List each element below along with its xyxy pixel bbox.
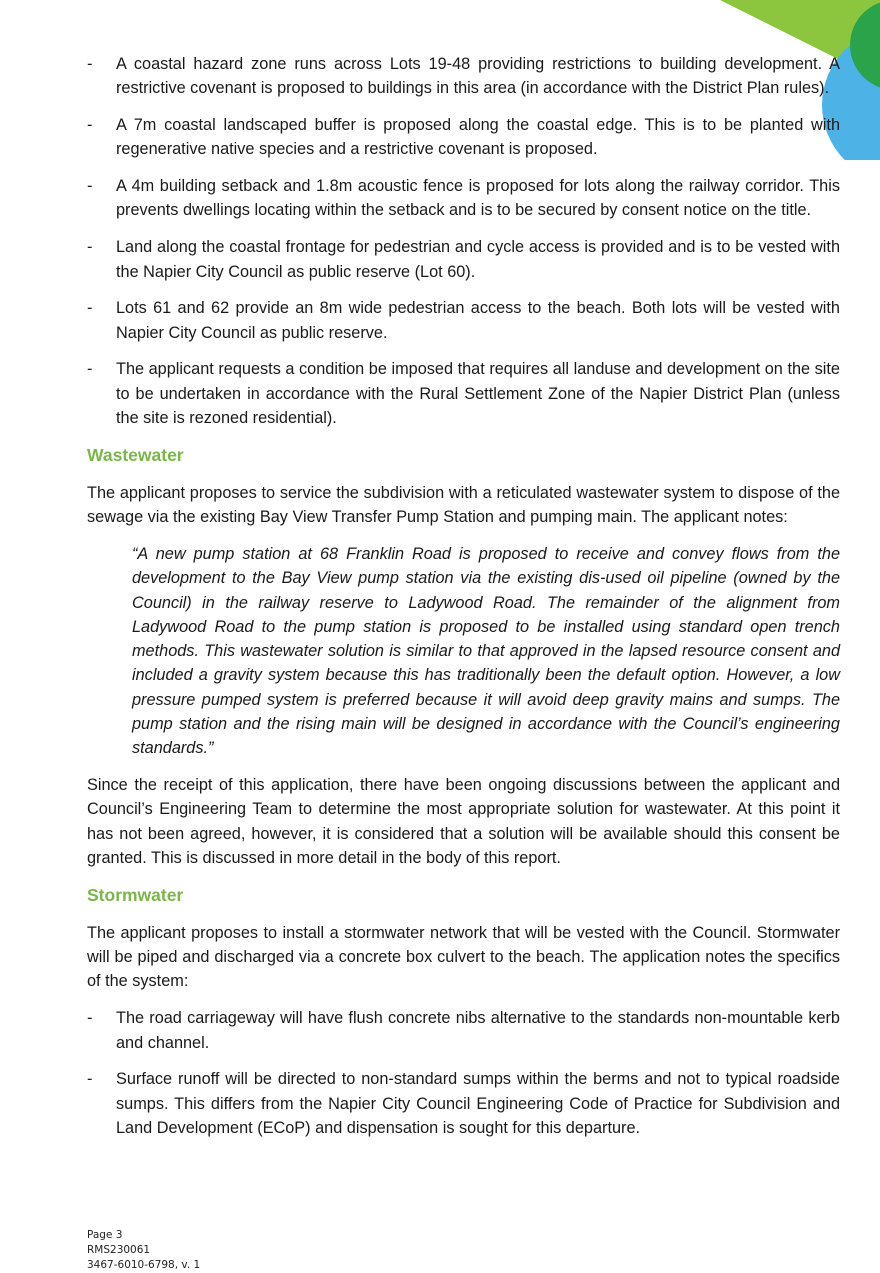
bullet-text: Surface runoff will be directed to non-standard sumps within the berms and not to typical roadside sumps. This differs from the Napier City Council Engineering Code of Practice for Subdivision and Land Development (ECoP) and dispensation is sought for this departure. bbox=[116, 1070, 840, 1137]
bullet-text: The road carriageway will have flush concrete nibs alternative to the standards non-mountable kerb and channel. bbox=[116, 1009, 840, 1052]
dash-marker: - bbox=[87, 299, 93, 318]
document-id: 3467-6010-6798, v. 1 bbox=[87, 1259, 201, 1271]
page-number: Page 3 bbox=[87, 1229, 123, 1241]
dash-marker: - bbox=[87, 116, 93, 135]
page-footer bbox=[87, 1228, 200, 1273]
list-item bbox=[87, 357, 840, 430]
document-page bbox=[87, 52, 840, 1153]
wastewater-heading: Wastewater bbox=[87, 444, 184, 465]
list-item bbox=[87, 1006, 840, 1055]
stormwater-heading: Stormwater bbox=[87, 884, 184, 905]
bullet-text: A 4m building setback and 1.8m acoustic fence is proposed for lots along the railway corridor. This prevents dwellings locating within the setback and is to be secured by consent notice on the title. bbox=[116, 177, 840, 220]
dash-marker: - bbox=[87, 1070, 93, 1089]
list-item bbox=[87, 174, 840, 223]
list-item bbox=[87, 296, 840, 345]
dash-marker: - bbox=[87, 55, 93, 73]
bullet-text: Lots 61 and 62 provide an 8m wide pedestrian access to the beach. Both lots will be vested with Napier City Council as public reserve. bbox=[116, 299, 840, 342]
dash-marker: - bbox=[87, 360, 93, 379]
stormwater-intro: The applicant proposes to install a stormwater network that will be vested with the Council. Stormwater will be piped and discharged via a concrete box culvert to the beach. The application notes the specifics of the system: bbox=[87, 923, 840, 991]
bullet-list-top bbox=[87, 52, 840, 430]
bullet-text: The applicant requests a condition be imposed that requires all landuse and development on the site to be undertaken in accordance with the Rural Settlement Zone of the Napier District Plan (unless the site is rezoned residential). bbox=[116, 360, 840, 428]
stormwater-bullet-list bbox=[87, 1006, 840, 1140]
dash-marker: - bbox=[87, 1009, 93, 1028]
dash-marker: - bbox=[87, 177, 93, 196]
list-item bbox=[87, 113, 840, 162]
bullet-text: A coastal hazard zone runs across Lots 19-48 providing restrictions to building development. A restrictive covenant is proposed to buildings in this area (in accordance with the District Plan rules). bbox=[116, 55, 840, 98]
wastewater-quote: “A new pump station at 68 Franklin Road is proposed to receive and convey flows from the development to the Bay View pump station via the existing dis-used oil pipeline (owned by the Council) in the railway reserve to Ladywood Road. The remainder of the alignment from Ladywood Road to the pump station is proposed to be installed using standard open trench methods. This wastewater solution is similar to that approved in the lapsed resource consent and included a gravity system because this has traditionally been the default option. However, a low pressure pumped system is preferred because it will avoid deep gravity mains and sumps. The pump station and the rising main will be designed in accordance with the Council’s engineering standards.” bbox=[132, 544, 840, 758]
list-item bbox=[87, 52, 840, 101]
bullet-text: Land along the coastal frontage for pedestrian and cycle access is provided and is to be vested with the Napier City Council as public reserve (Lot 60). bbox=[116, 238, 840, 281]
dash-marker: - bbox=[87, 238, 93, 257]
list-item bbox=[87, 235, 840, 284]
list-item bbox=[87, 1067, 840, 1140]
reference-number: RMS230061 bbox=[87, 1244, 151, 1256]
wastewater-followup: Since the receipt of this application, there have been ongoing discussions between the applicant and Council’s Engineering Team to determine the most appropriate solution for wastewater. At this point it has not been agreed, however, it is considered that a solution will be available should this consent be granted. This is discussed in more detail in the body of this report. bbox=[87, 776, 840, 868]
bullet-text: A 7m coastal landscaped buffer is proposed along the coastal edge. This is to be planted with regenerative native species and a restrictive covenant is proposed. bbox=[116, 116, 840, 159]
wastewater-intro: The applicant proposes to service the subdivision with a reticulated wastewater system to dispose of the sewage via the existing Bay View Transfer Pump Station and pumping main. The applicant notes: bbox=[87, 483, 840, 527]
